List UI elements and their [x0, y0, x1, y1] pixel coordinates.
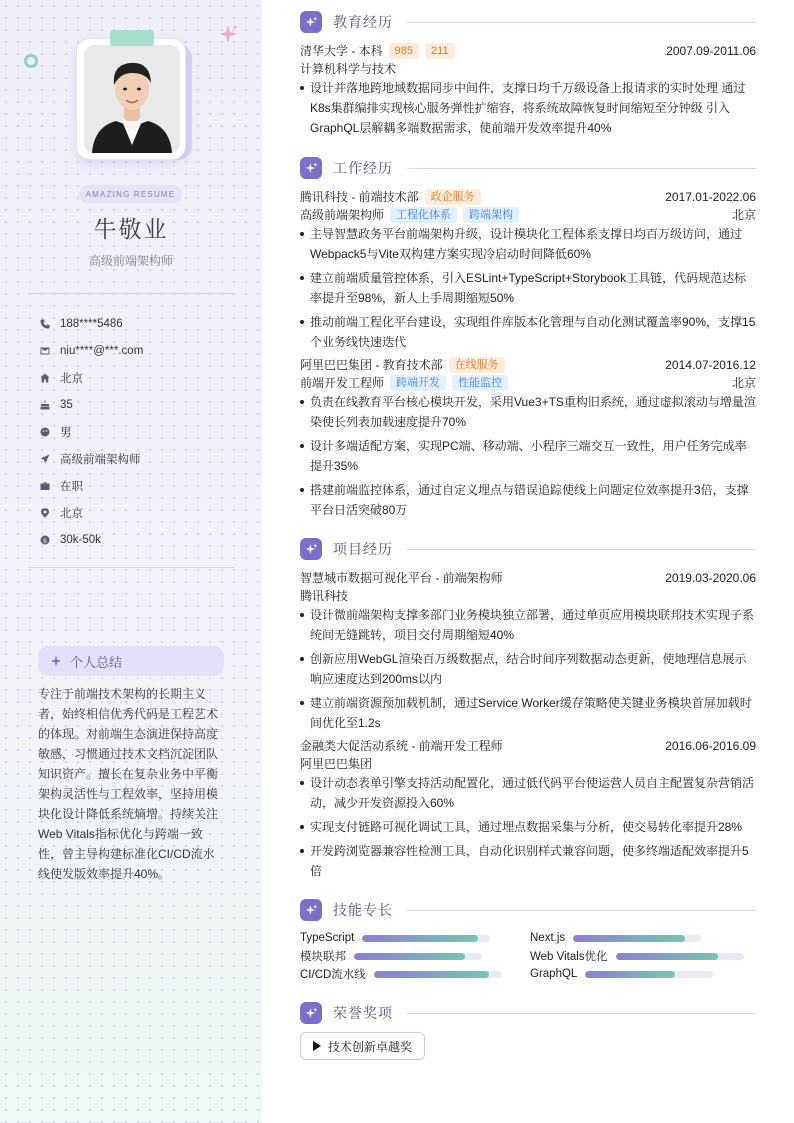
info-position: 高级前端架构师 [40, 445, 240, 472]
mail-icon [40, 346, 60, 356]
info-status: 在职 [40, 472, 240, 499]
project-header [300, 737, 756, 754]
skill-tag: 工程化体系 [390, 207, 457, 223]
project-bullets [300, 773, 756, 885]
info-email: niu****@***.com [40, 337, 240, 364]
section-title: 项目经历 [333, 541, 393, 557]
project-period: 2019.03-2020.06 [665, 570, 756, 585]
list-item: 主导智慧政务平台前端架构升级，设计模块化工程体系支撑日均百万级访问，通过Webpack5与Vite双构建方案实现冷启动时间降低60% [300, 224, 756, 264]
skill-bar [374, 971, 502, 978]
list-item: 设计多端适配方案，实现PC端、移动端、小程序三端交互一致性，用户任务完成率提升35% [300, 436, 756, 476]
photo-tape [110, 30, 154, 46]
work-bullets [300, 392, 756, 524]
sparkle-icon [300, 899, 322, 921]
work-role: 前端开发工程师 [300, 376, 385, 390]
gender-icon [40, 427, 60, 437]
industry-tag: 政企服务 [425, 189, 481, 205]
work-city: 北京 [731, 208, 756, 222]
list-item: 推动前端工程化平台建设，实现组件库版本化管理与自动化测试覆盖率90%，支撑15个业务线快速迭代 [300, 312, 756, 352]
contact-info-list [40, 310, 240, 553]
work-period: 2017.01-2022.06 [665, 189, 756, 204]
briefcase-icon [40, 481, 60, 491]
education-bullets [300, 78, 756, 142]
info-salary: $ 30k-50k [40, 526, 240, 553]
section-title: 技能专长 [333, 902, 393, 918]
candidate-title: 高级前端架构师 [88, 254, 173, 268]
company-name: 阿里巴巴集团 - 教育技术部 [300, 358, 443, 372]
info-phone: 188****5486 [40, 310, 240, 337]
list-item: 开发跨浏览器兼容性检测工具，自动化识别样式兼容问题，使多终端适配效率提升5倍 [300, 841, 756, 881]
project-bullets [300, 605, 756, 737]
school-name: 清华大学 - 本科 [300, 44, 383, 58]
skill-item [530, 948, 744, 964]
list-item: 负责在线教育平台核心模块开发，采用Vue3+TS重构旧系统，通过虚拟滚动与增量渲染使长列表加载速度提升70% [300, 392, 756, 432]
skill-bar [354, 953, 482, 960]
sparkle-icon [50, 655, 62, 667]
education-period: 2007.09-2011.06 [666, 43, 756, 58]
skill-item [530, 930, 701, 946]
skill-tag: 性能监控 [452, 375, 508, 391]
skill-item [300, 930, 490, 946]
divider [28, 567, 234, 568]
section-education [300, 10, 756, 34]
work-header [300, 188, 756, 205]
phone-icon [40, 319, 60, 329]
divider [28, 293, 234, 294]
skill-name: CI/CD流水线 [300, 969, 366, 981]
sparkle-icon [300, 157, 322, 179]
industry-tag: 在线服务 [449, 357, 505, 373]
info-gender: 男 [40, 418, 240, 445]
candidate-name: 牛敬业 [93, 216, 169, 242]
sparkle-icon [300, 538, 322, 560]
info-age: 35 [40, 391, 240, 418]
project-org: 腾讯科技 [300, 589, 349, 603]
skill-name: Next.js [530, 932, 566, 944]
list-item: 搭建前端监控体系，通过自定义埋点与错误追踪使线上问题定位效率提升3倍，支撑平台日活突破80万 [300, 480, 756, 520]
list-item: 设计并落地跨地域数据同步中间件，支撑日均千万级设备上报请求的实时处理 通过K8s集群编排实现核心服务弹性扩缩容，将系统故障恢复时间缩短至分钟级 引入GraphQL层解耦多端数据需求，使前端开发效率提升40% [300, 78, 756, 138]
avatar [84, 45, 180, 153]
skill-name: TypeScript [300, 932, 355, 944]
award-label: 技术创新卓越奖 [328, 1039, 413, 1054]
skill-tag: 跨端开发 [390, 375, 446, 391]
project-name: 智慧城市数据可视化平台 - 前端架构师 [300, 571, 503, 585]
project-org-row [300, 755, 756, 772]
profile-photo [76, 30, 194, 166]
send-icon [40, 454, 60, 464]
section-title: 教育经历 [333, 14, 393, 30]
list-item: 设计动态表单引擎支持活动配置化，通过低代码平台使运营人员自主配置复杂营销活动，减少开发资源投入60% [300, 773, 756, 813]
list-item: 建立前端质量管控体系，引入ESLint+TypeScript+Storybook工具链，代码规范达标率提升至98%，新人上手周期缩短50% [300, 268, 756, 308]
play-triangle-icon [313, 1041, 321, 1051]
skill-bar [585, 971, 713, 978]
project-org-row [300, 587, 756, 604]
skill-name: 模块联邦 [300, 951, 346, 963]
sidebar [0, 0, 262, 1123]
work-role-row [300, 206, 756, 223]
section-work [300, 156, 756, 180]
project-name: 金融类大促活动系统 - 前端开发工程师 [300, 739, 503, 753]
education-header [300, 42, 756, 59]
skill-tag: 跨端架构 [463, 207, 519, 223]
list-item: 建立前端资源预加载机制，通过Service Worker缓存策略使关键业务模块首屏加载时间优化至1.2s [300, 693, 756, 733]
project-period: 2016.06-2016.09 [665, 738, 756, 753]
section-title: 工作经历 [333, 160, 393, 176]
education-major-row [300, 60, 756, 77]
skill-item [300, 966, 502, 982]
salary-icon [40, 535, 60, 545]
project-header [300, 569, 756, 586]
company-name: 腾讯科技 - 前端技术部 [300, 190, 419, 204]
resume-tagline: AMAZING RESUME [79, 185, 182, 203]
award-item[interactable] [300, 1032, 425, 1060]
list-item: 设计微前端架构支撑多部门业务模块独立部署，通过单页应用模块联邦技术实现子系统间无缝跳转，项目交付周期缩短40% [300, 605, 756, 645]
svg-text:$: $ [42, 535, 48, 544]
location-pin-icon [40, 508, 60, 518]
skill-name: Web Vitals优化 [530, 951, 608, 963]
info-location: 北京 [40, 499, 240, 526]
project-org: 阿里巴巴集团 [300, 757, 373, 771]
section-honors [300, 1001, 756, 1025]
work-period: 2014.07-2016.12 [665, 357, 756, 372]
decorative-ring [24, 54, 38, 68]
info-home: 北京 [40, 364, 240, 391]
section-title: 荣誉奖项 [333, 1005, 393, 1021]
summary-text: 专注于前端技术架构的长期主义者，始终相信优秀代码是工程艺术的体现。对前端生态演进保持高度敏感，习惯通过技术文档沉淀团队知识资产。擅长在复杂业务中平衡架构灵活性与工程效率，坚持用模块化设计降低系统熵增。持续关注Web Vitals指标优化与跨端一致性，曾主导构建标准化CI/CD流水线使发版效率提升40%。 [38, 687, 219, 881]
sparkle-icon [300, 1002, 322, 1024]
skill-name: GraphQL [530, 968, 578, 980]
work-role: 高级前端架构师 [300, 208, 385, 222]
work-role-row [300, 374, 756, 391]
section-skills [300, 898, 756, 922]
summary-header: 个人总结 [38, 646, 224, 676]
skill-item [300, 948, 482, 964]
skill-bar [573, 935, 701, 942]
education-major: 计算机科学与技术 [300, 62, 397, 76]
work-bullets [300, 224, 756, 356]
list-item: 创新应用WebGL渲染百万级数据点，结合时间序列数据动态更新，使地理信息展示响应速度达到200ms以内 [300, 649, 756, 689]
cake-icon [40, 400, 60, 410]
section-projects [300, 537, 756, 561]
work-city: 北京 [731, 376, 756, 390]
sparkle-icon [218, 24, 238, 44]
home-icon [40, 373, 60, 383]
skill-bar [362, 935, 490, 942]
education-tag: 985 [389, 43, 419, 59]
skill-item [530, 966, 713, 982]
work-header [300, 356, 756, 373]
list-item: 实现支付链路可视化调试工具，通过埋点数据采集与分析，使交易转化率提升28% [300, 817, 756, 837]
education-tag: 211 [425, 43, 455, 59]
skill-bar [616, 953, 744, 960]
sparkle-icon [300, 11, 322, 33]
